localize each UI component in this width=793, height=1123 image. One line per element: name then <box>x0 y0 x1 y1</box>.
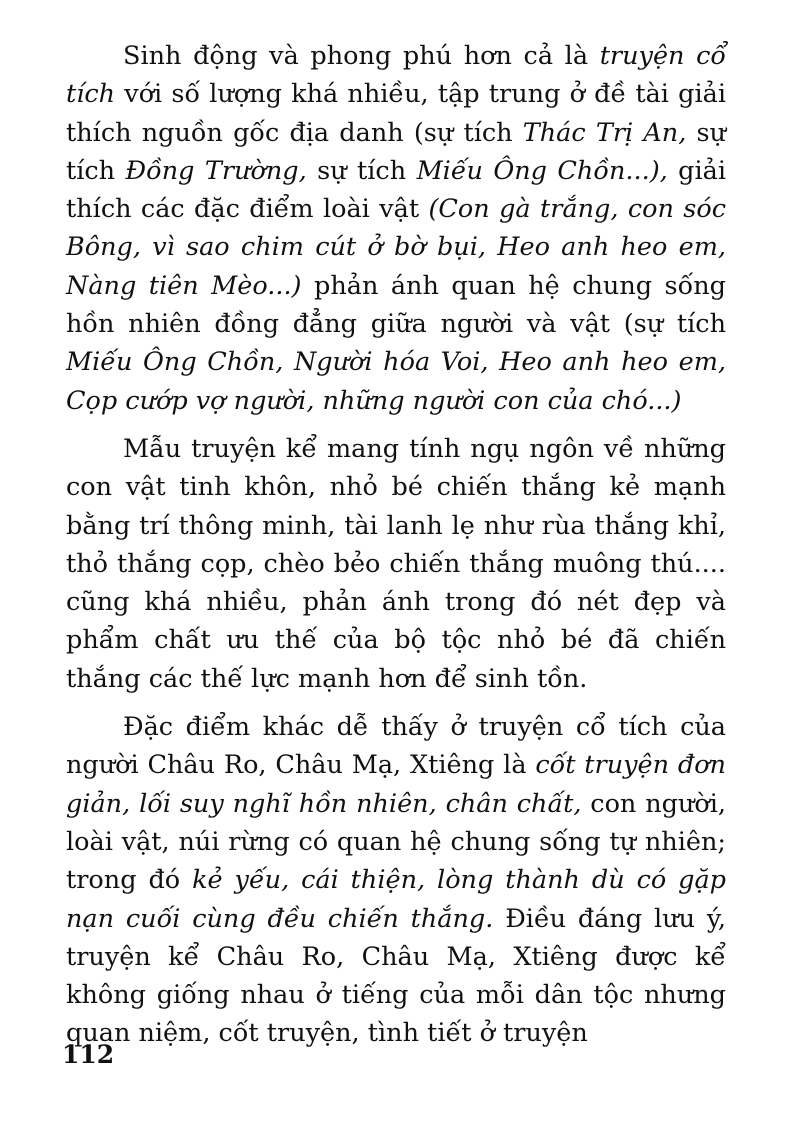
text-run-italic: Miếu Ông Chồn...), <box>416 155 668 186</box>
paragraph <box>66 708 726 1053</box>
text-run-italic: kẻ yếu, cái thiện, lòng thành dù có gặp nạn cuối cùng đều chiến thắng. <box>66 865 726 934</box>
body-text <box>66 37 726 1053</box>
paragraph <box>66 37 726 420</box>
text-run: Đặc điểm khác dễ thấy ở truyện cổ tích của người Châu Ro, Châu Mạ, Xtiêng là <box>66 712 726 781</box>
text-run-italic: (Con gà trắng, con sóc Bông, vì sao chim cút ở bờ bụi, Heo anh heo em, Nàng tiên Mèo...) <box>66 194 726 301</box>
text-run: Sinh động và phong phú hơn cả là <box>123 41 600 71</box>
text-run-italic: Thác Trị An, <box>522 117 687 148</box>
text-run: con người, loài vật, núi rừng có quan hệ chung sống tự nhiên; trong đó <box>66 788 726 896</box>
text-run: sự tích <box>306 155 417 186</box>
text-run-italic: Đồng Trường, <box>125 155 307 186</box>
text-run-italic: truyện cổ tích <box>66 41 726 110</box>
text-run: giải thích các đặc điểm loài vật <box>66 155 726 225</box>
paragraph <box>66 430 726 698</box>
text-run: sự tích <box>66 117 726 186</box>
text-run: với số lượng khá nhiều, tập trung ở đề tài giải thích nguồn gốc địa danh (sự tích <box>66 79 726 148</box>
text-run: Điều đáng lưu ý, truyện kể Châu Ro, Châu Mạ, Xtiêng được kể không giống nhau ở tiếng của mỗi dân tộc nhưng quan niệm, cốt truyện, tình tiết ở truyện <box>66 903 727 1049</box>
text-run: phản ánh quan hệ chung sống hồn nhiên đồng đẳng giữa người và vật (sự tích <box>66 270 726 340</box>
text-run: Mẫu truyện kể mang tính ngụ ngôn về những con vật tinh khôn, nhỏ bé chiến thắng kẻ mạnh bằng trí thông minh, tài lanh lẹ như rùa thắng khỉ, thỏ thắng cọp, chèo bẻo chiến thắng muông thú.... cũng khá nhiều, phản ánh trong đó nét đẹp và phẩm chất ưu thế của bộ tộc nhỏ bé đã chiến thắng các thế lực mạnh hơn để sinh tồn. <box>66 433 726 694</box>
text-run-italic: Miếu Ông Chồn, Người hóa Voi, Heo anh heo em, Cọp cướp vợ người, những người con của chó...) <box>66 347 726 416</box>
text-run-italic: cốt truyện đơn giản, lối suy nghĩ hồn nhiên, chân chất, <box>66 750 726 819</box>
page-number: 112 <box>62 1040 115 1069</box>
